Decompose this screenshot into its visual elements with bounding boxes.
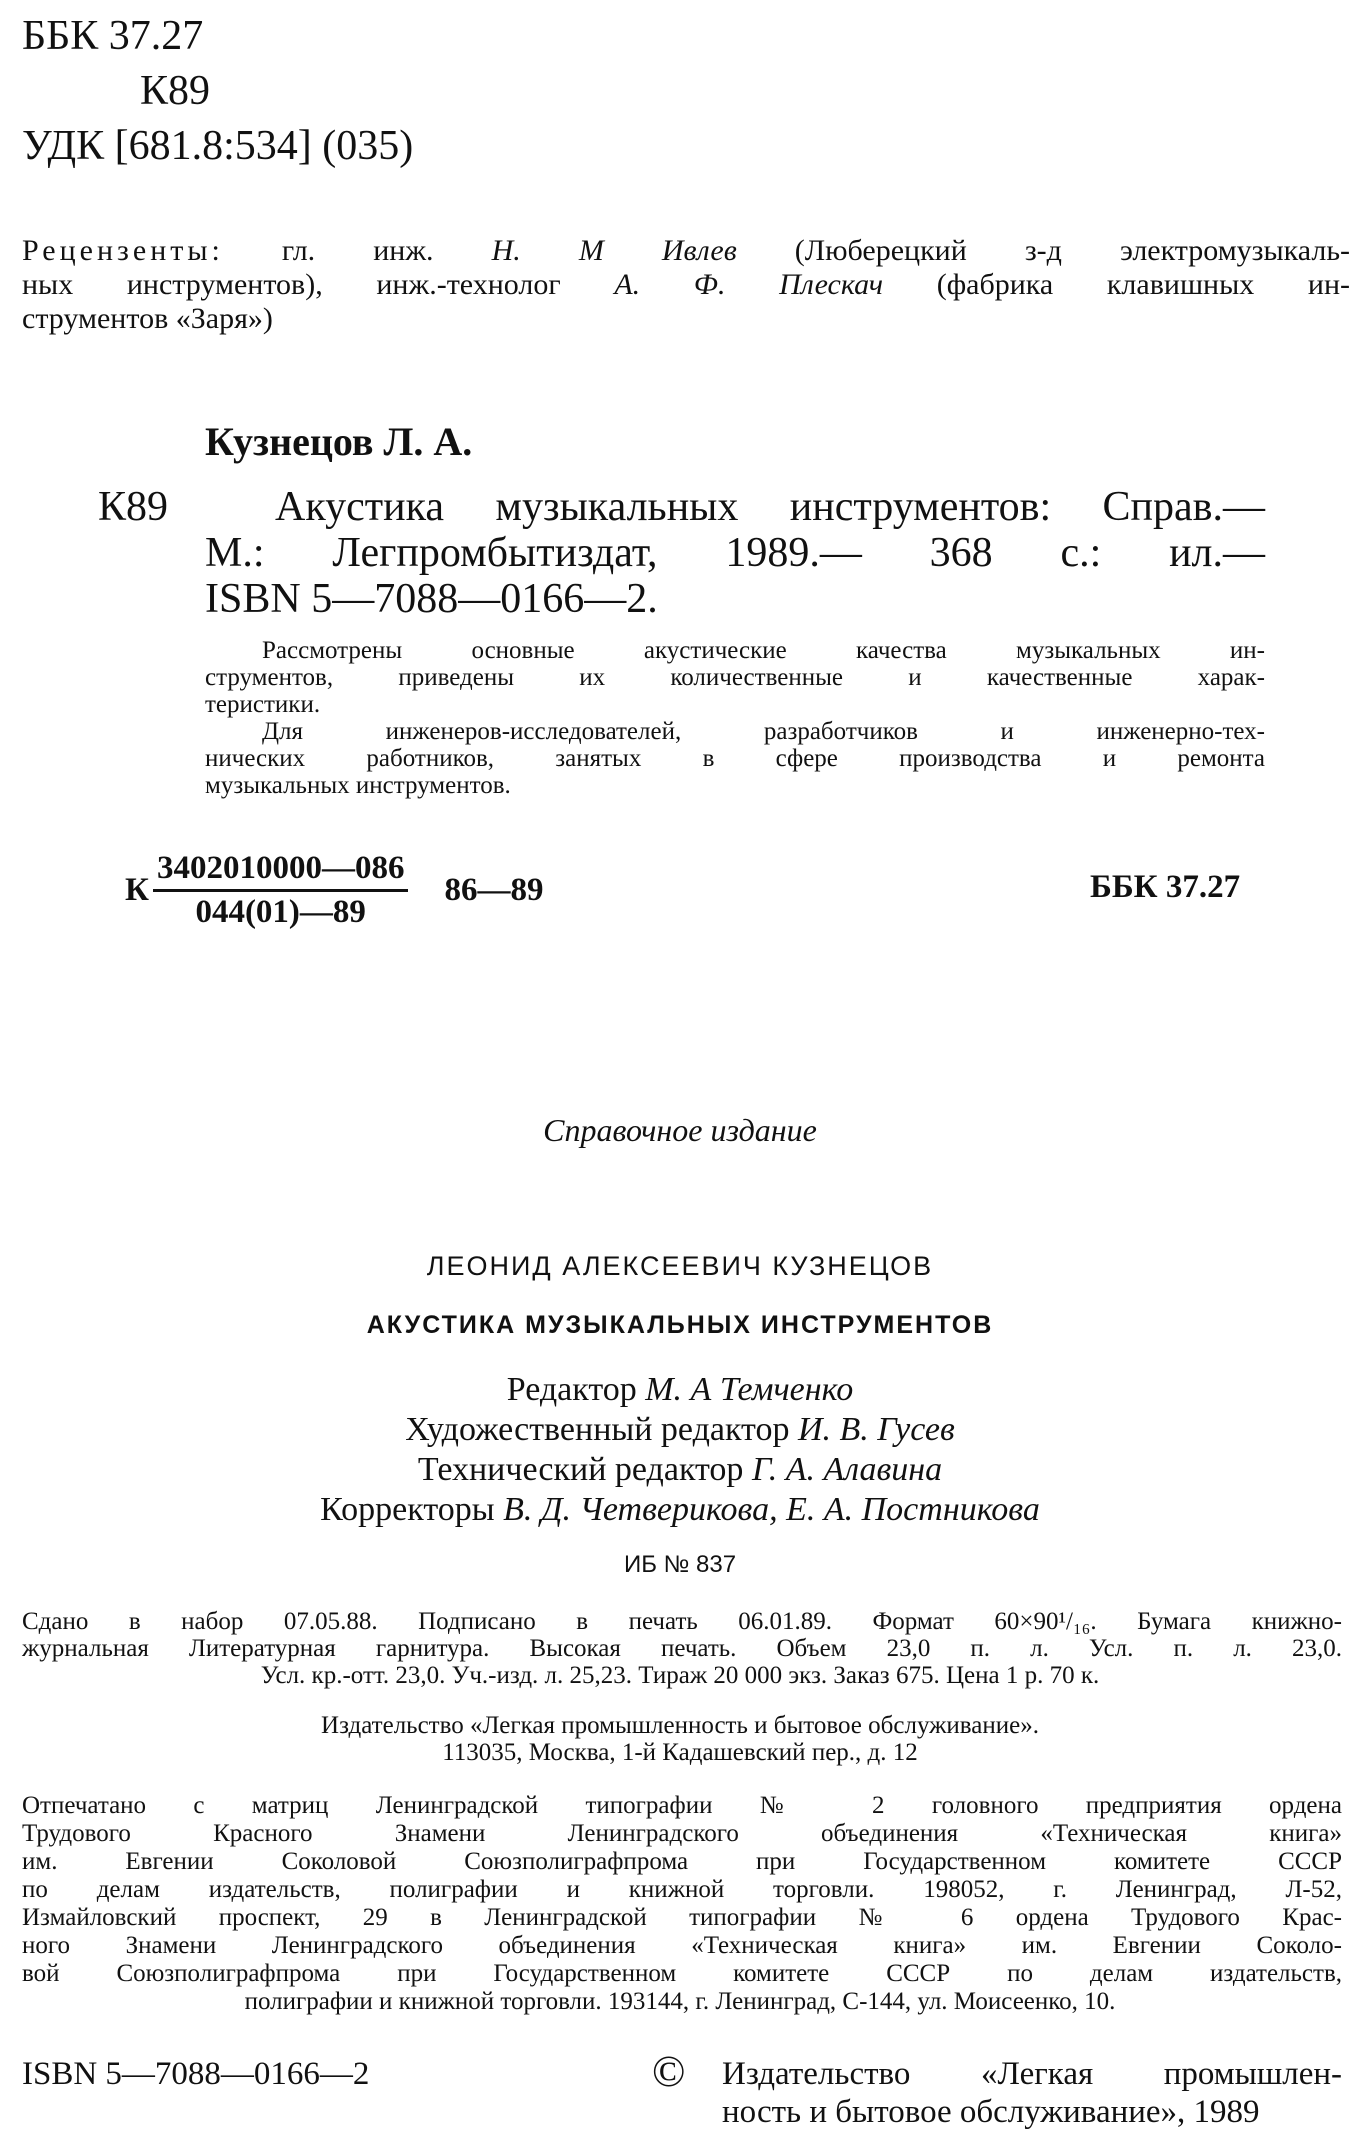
printer-line: им. Евгении Соколовой Союзполиграфпрома при Государственном комитете СССР: [22, 1848, 1342, 1875]
abstract-line: теристики.: [205, 691, 321, 718]
staff-role: Художественный редактор: [405, 1411, 790, 1448]
catalog-fraction: [153, 850, 409, 931]
entry-line-2: М.: Легпромбытиздат, 1989.— 368 с.: ил.—: [205, 530, 1265, 576]
staff-role: Корректоры: [320, 1491, 495, 1528]
reviewer-name-1: Н. М Ивлев: [491, 234, 737, 267]
reviewers-text: гл. инж.: [281, 234, 434, 267]
entry-author: Кузнецов Л. А.: [205, 419, 473, 464]
reviewers-line-1: [22, 234, 1350, 268]
reviewers-line-3: струментов «Заря»): [22, 302, 273, 335]
catalog-letter: К: [125, 872, 149, 908]
abstract-line: Рассмотрены основные акустические качества музыкальных ин-: [262, 637, 1265, 664]
staff-name: И. В. Гусев: [797, 1411, 955, 1448]
staff-line: [0, 1370, 1360, 1410]
footer-isbn: ISBN 5—7088—0166—2: [22, 2056, 370, 2092]
staff-role: Редактор: [506, 1371, 637, 1408]
reviewers-text: (Люберецкий з-д электромузыкаль-: [794, 234, 1351, 267]
staff-name: М. А Темченко: [645, 1371, 854, 1408]
catalog-index: [125, 850, 543, 931]
copyright-icon: ©: [652, 2047, 686, 2096]
staff-line: [0, 1490, 1360, 1530]
author-mark: К89: [140, 68, 211, 114]
reviewers-text: (фабрика клавишных ин-: [936, 268, 1351, 301]
abstract-line: музыкальных инструментов.: [205, 772, 511, 799]
imprint-line: журнальная Литературная гарнитура. Высокая печать. Объем 23,0 п. л. Усл. п. л. 23,0.: [22, 1635, 1342, 1662]
staff-name: В. Д. Четверикова, Е. А. Постникова: [503, 1491, 1040, 1528]
printer-line: Трудового Красного Знамени Ленинградского объединения «Техническая книга»: [22, 1820, 1342, 1847]
book-title: АКУСТИКА МУЗЫКАЛЬНЫХ ИНСТРУМЕНТОВ: [366, 1311, 994, 1339]
reviewers-label: Рецензенты:: [22, 234, 224, 267]
bbk-classification: ББК 37.27: [22, 13, 204, 59]
staff-name: Г. А. Алавина: [751, 1451, 943, 1488]
publisher-address: 113035, Москва, 1-й Кадашевский пер., д. 12: [442, 1739, 918, 1766]
copyright-line: ность и бытовое обслуживание», 1989: [722, 2094, 1260, 2130]
edition-type: Справочное издание: [543, 1112, 817, 1148]
entry-isbn: ISBN 5—7088—0166—2.: [205, 576, 658, 622]
catalog-code: 86—89: [444, 872, 544, 908]
abstract-line: Для инженеров-исследователей, разработчиков и инженерно-тех-: [262, 718, 1265, 745]
udk-classification: УДК [681.8:534] (035): [22, 123, 414, 169]
abstract-line: нических работников, занятых в сфере производства и ремонта: [205, 745, 1265, 772]
printer-line: полиграфии и книжной торговли. 193144, г. Ленинград, С-144, ул. Моисеенко, 10.: [244, 1988, 1116, 2015]
catalog-numerator: 3402010000—086: [153, 850, 409, 892]
printer-line: Отпечатано с матриц Ленинградской типографии № 2 головного предприятия ордена: [22, 1792, 1342, 1819]
publisher-line: Издательство «Легкая промышленность и бытовое обслуживание».: [321, 1712, 1039, 1739]
catalog-bbk: ББК 37.27: [1090, 869, 1241, 905]
printer-line: ного Знамени Ленинградского объединения «Техническая книга» им. Евгении Соколо-: [22, 1932, 1342, 1959]
ib-number: ИБ № 837: [623, 1551, 737, 1578]
reviewers-block: [22, 234, 1350, 336]
staff-line: [0, 1410, 1360, 1450]
entry-line-1: Акустика музыкальных инструментов: Справ.—: [275, 484, 1265, 530]
reviewer-name-2: А. Ф. Плескач: [614, 268, 884, 301]
staff-role: Технический редактор: [417, 1451, 744, 1488]
reviewers-text: ных инструментов), инж.-технолог: [22, 268, 561, 301]
reviewers-line-2: [22, 268, 1350, 302]
entry-mark: К89: [98, 484, 169, 530]
printer-line: вой Союзполиграфпрома при Государственном комитете СССР по делам издательств,: [22, 1960, 1342, 1987]
imprint-line: Сдано в набор 07.05.88. Подписано в печать 06.01.89. Формат 60×90¹/₁₆. Бумага книжно-: [22, 1608, 1342, 1635]
imprint-line: Усл. кр.-отт. 23,0. Уч.-изд. л. 25,23. Тираж 20 000 экз. Заказ 675. Цена 1 р. 70 к.: [260, 1662, 1100, 1689]
staff-line: [0, 1450, 1360, 1490]
printer-line: Измайловский проспект, 29 в Ленинградской типографии № 6 ордена Трудового Крас-: [22, 1904, 1342, 1931]
printer-line: по делам издательств, полиграфии и книжной торговли. 198052, г. Ленинград, Л-52,: [22, 1876, 1342, 1903]
author-full-name: ЛЕОНИД АЛЕКСЕЕВИЧ КУЗНЕЦОВ: [426, 1251, 934, 1281]
catalog-denominator: 044(01)—89: [195, 894, 366, 930]
copyright-line: Издательство «Легкая промышлен-: [722, 2056, 1342, 2092]
abstract-line: струментов, приведены их количественные и качественные харак-: [205, 664, 1265, 691]
